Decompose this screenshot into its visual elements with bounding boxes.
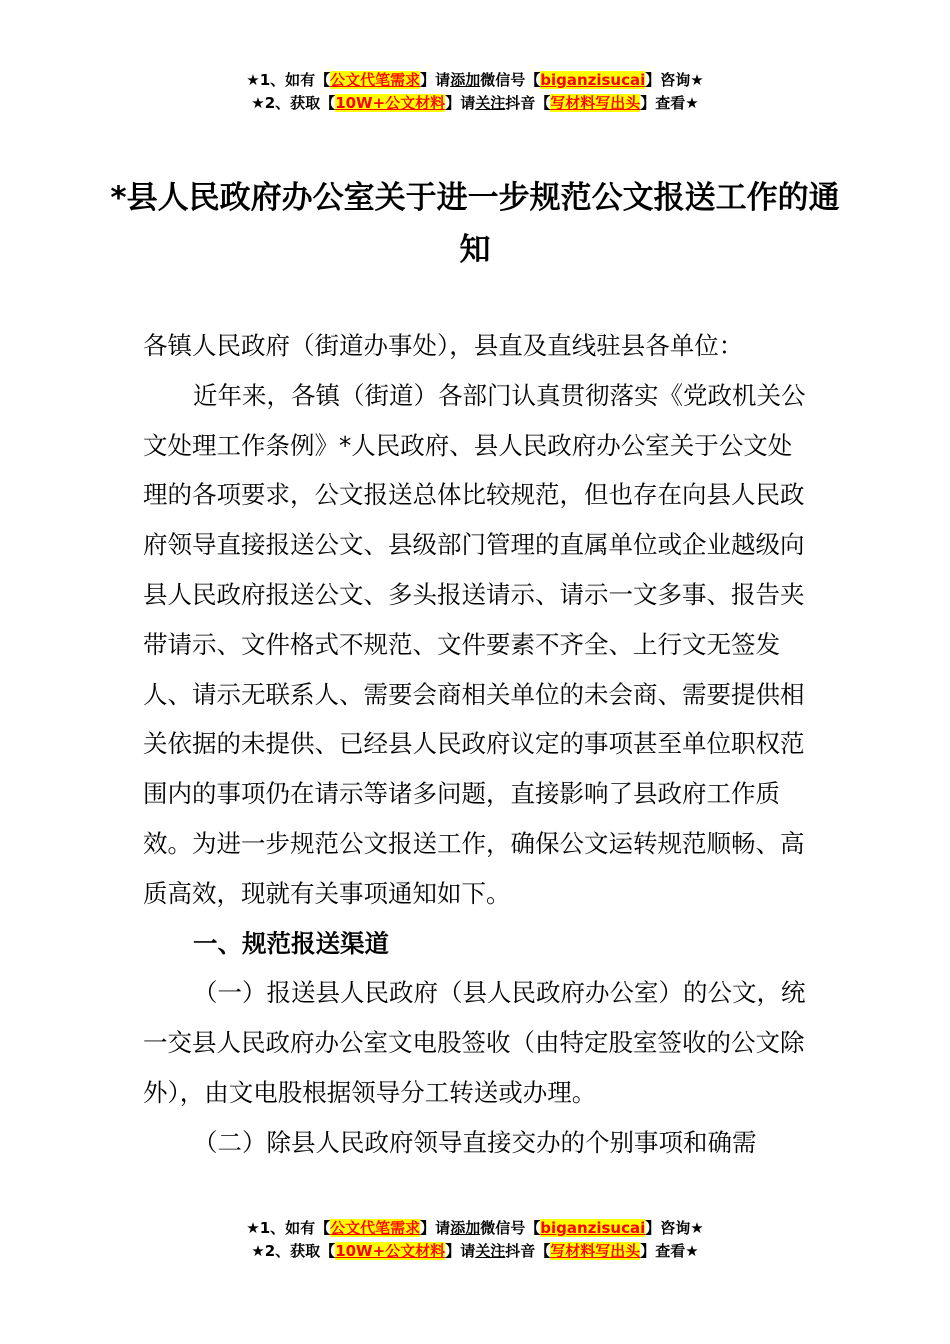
highlight-materials: 10W+公文材料 <box>335 94 446 112</box>
highlight-service: 公文代笔需求 <box>330 1219 421 1237</box>
highlight-douyin-account: 写材料写出头 <box>550 1242 641 1260</box>
highlight-materials: 10W+公文材料 <box>335 1242 446 1260</box>
banner-line-2: ★2、获取【10W+公文材料】请关注抖音【写材料写出头】查看★ <box>251 94 699 112</box>
bottom-banner <box>0 1217 950 1263</box>
item-paragraph-1: （一）报送县人民政府（县人民政府办公室）的公文，统一交县人民政府办公室文电股签收（由特定股室签收的公文除外），由文电股根据领导分工转送或办理。 <box>143 978 806 1107</box>
item-paragraph-2: （二）除县人民政府领导直接交办的个别事项和确需 <box>193 1127 757 1157</box>
highlight-douyin-account: 写材料写出头 <box>550 94 641 112</box>
highlight-wechat-id: biganzisucai <box>540 1219 646 1237</box>
section-heading: 一、规范报送渠道 <box>193 928 389 958</box>
document-body <box>143 321 815 1168</box>
banner-line-2: ★2、获取【10W+公文材料】请关注抖音【写材料写出头】查看★ <box>251 1242 699 1260</box>
intro-paragraph: 近年来，各镇（街道）各部门认真贯彻落实《党政机关公文处理工作条例》*人民政府、县人民政府办公室关于公文处理的各项要求，公文报送总体比较规范，但也存在向县人民政府领导直接报送公文、县级部门管理的直属单位或企业越级向县人民政府报送公文、多头报送请示、请示一文多事、报告夹带请示、文件格式不规范、文件要素不齐全、上行文无签发人、请示无联系人、需要会商相关单位的未会商、需要提供相关依据的未提供、已经县人民政府议定的事项甚至单位职权范围内的事项仍在请示等诸多问题，直接影响了县政府工作质效。为进一步规范公文报送工作，确保公文运转规范顺畅、高质高效，现就有关事项通知如下。 <box>143 380 806 908</box>
banner-line-1: ★1、如有【公文代笔需求】请添加微信号【biganzisucai】咨询★ <box>246 1219 704 1237</box>
document-title: *县人民政府办公室关于进一步规范公文报送工作的通知 <box>110 180 840 268</box>
banner-line-1: ★1、如有【公文代笔需求】请添加微信号【biganzisucai】咨询★ <box>246 71 704 89</box>
highlight-wechat-id: biganzisucai <box>540 71 646 89</box>
top-banner <box>0 69 950 115</box>
salutation: 各镇人民政府（街道办事处），县直及直线驻县各单位： <box>143 331 744 360</box>
highlight-service: 公文代笔需求 <box>330 71 421 89</box>
